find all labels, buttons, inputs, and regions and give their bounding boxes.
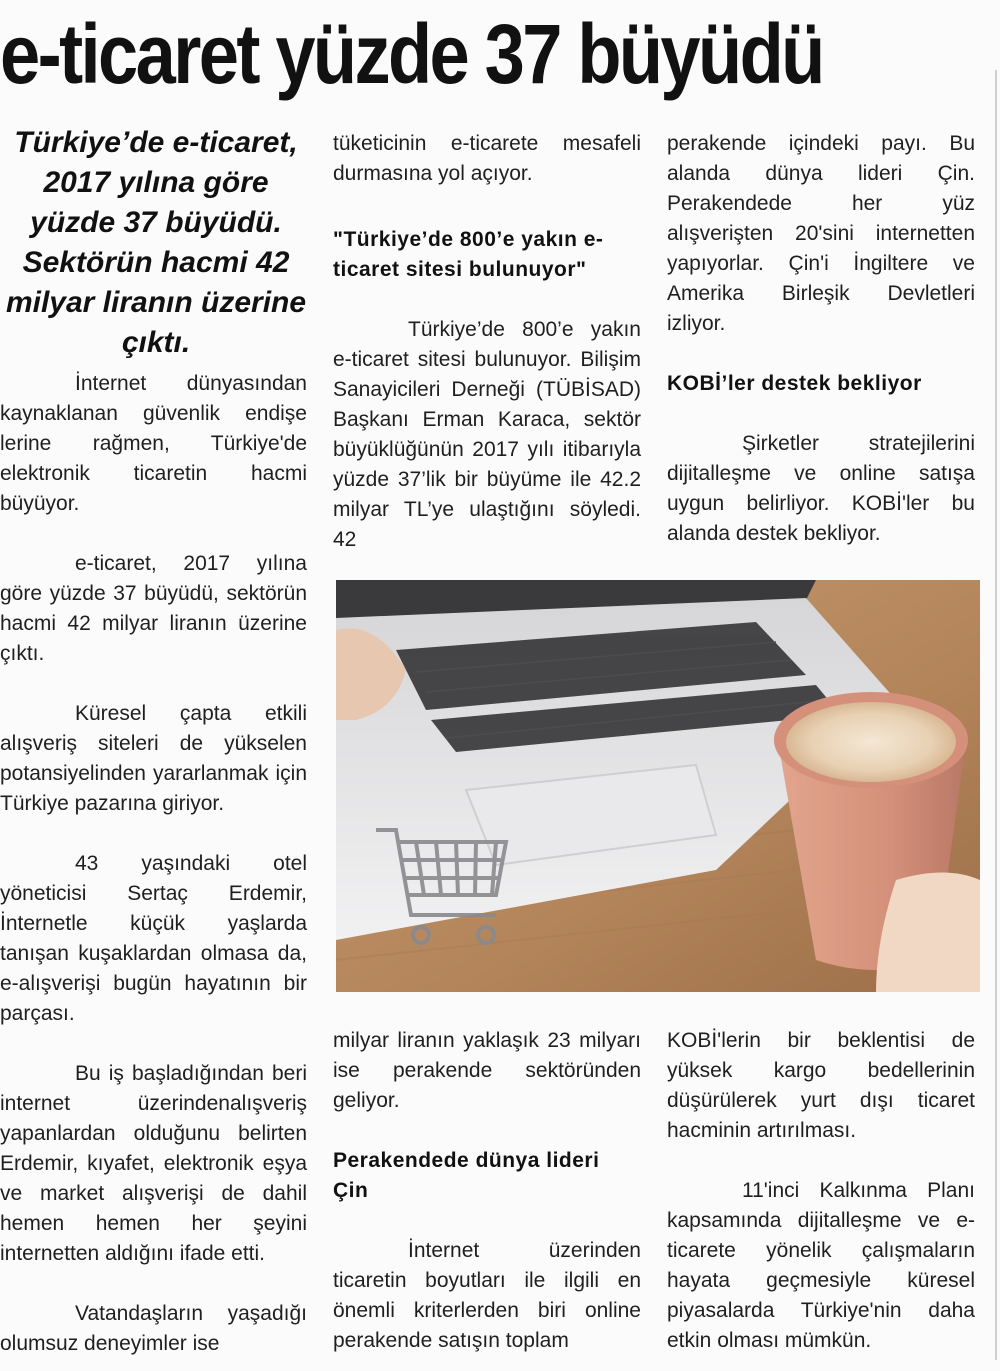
- paragraph: Türkiye’de 800’e yakın e-ticaret sitesi bulunuyor. Bilişim Sanayicileri Derneği (TÜBİSAD) Başkanı Erman Karaca, sektör büyüklüğünün 2017 yılı itibarıyla yüzde 37’lik bir büyüme ile 42.2 milyar TL’ye ulaştığını söyledi. 42: [333, 318, 641, 551]
- paragraph: 11'inci Kalkınma Planı kapsamında dijitalleşme ve e-ticarete yönelik çalışmaların hayata geçmesiyle küresel piyasalarda Türkiye'nin daha etkin olması mümkün.: [667, 1179, 975, 1352]
- paragraph: milyar liranın yaklaşık 23 milyarı ise perakende sektöründen geliyor.: [333, 1029, 641, 1112]
- subheading: "Türkiye’de 800’e yakın e-ticaret sitesi bulunuyor": [333, 228, 604, 281]
- paragraph: İnternet üzerinden ticaretin boyutları ile ilgili en önemli kriterlerden biri online perakende satışın toplam: [333, 1239, 641, 1352]
- paragraph: Şirketler stratejilerini dijitalleşme ve online satışa uygun belirliyor. KOBİ'ler bu alanda destek bekliyor.: [667, 432, 975, 545]
- column-1: [0, 369, 307, 1359]
- paragraph: Küresel çapta etkili alışveriş siteleri de yükselen potansiyelinden yararlanmak için Türkiye pazarına giriyor.: [0, 702, 307, 815]
- paragraph: 43 yaşındaki otel yöneticisi Sertaç Erdemir, İnternetle küçük yaşlarda tanışan kuşaklardan olmasa da, e-alışverişi bugün hayatının bir parçası.: [0, 852, 307, 1025]
- paragraph: KOBİ'lerin bir beklentisi de yüksek kargo bedellerinin düşürülerek yurt dışı ticaret hacminin artırılması.: [667, 1029, 975, 1142]
- column-3-top: [667, 129, 975, 549]
- paragraph: tüketicinin e-ticarete mesafeli durmasına yol açıyor.: [333, 132, 641, 185]
- paragraph: Vatandaşların yaşadığı olumsuz deneyimler ise: [0, 1302, 307, 1355]
- subheading: KOBİ’ler destek bekliyor: [667, 372, 922, 395]
- headline: e-ticaret yüzde 37 büyüdü: [0, 7, 823, 101]
- subheading: Perakendede dünya lideri Çin: [333, 1149, 600, 1202]
- paragraph: İnternet dünyasından kaynaklanan güvenlik endişe lerine rağmen, Türkiye'de elektronik ticaretin hacmi büyüyor.: [0, 372, 307, 515]
- deck-summary: Türkiye’de e-ticaret, 2017 yılına göre yüzde 37 büyüdü. Sektörün hacmi 42 milyar liranın üzerine çıktı.: [5, 126, 307, 359]
- column-2-top: [333, 129, 641, 555]
- paragraph: e-ticaret, 2017 yılına göre yüzde 37 büyüdü, sektörün hacmi 42 milyar liranın üzerine çıktı.: [0, 552, 307, 665]
- paragraph: perakende içindeki payı. Bu alanda dünya lideri Çin. Perakendede her yüz alışverişten 20'sini internetten yapıyorlar. Çin'i İngiltere ve Amerika Birleşik Devletleri izliyor.: [667, 132, 975, 335]
- column-2-bottom: [333, 1026, 641, 1356]
- paragraph: Bu iş başladığından beri internet üzerindenalışveriş yapanlardan olduğunu belirten Erdemir, kıyafet, elektronik eşya ve market alışverişi de dahil hemen hemen her şeyini internetten aldığını ifade etti.: [0, 1062, 307, 1265]
- article-photo: [336, 580, 980, 992]
- column-3-bottom: [667, 1026, 975, 1356]
- page-edge-rule: [995, 70, 997, 1360]
